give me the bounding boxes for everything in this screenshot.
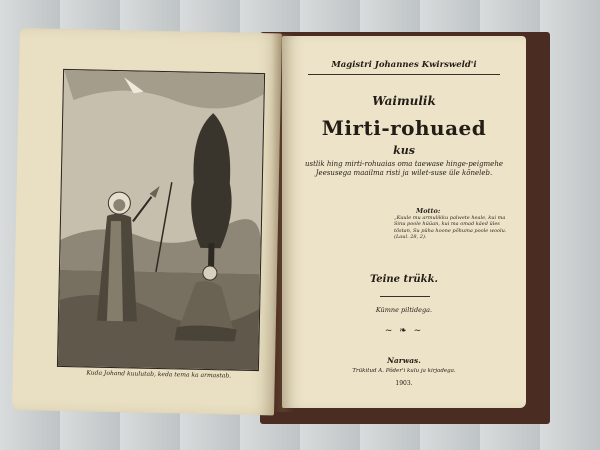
author-header: Magistri Johannes Kwirsweld'i: [331, 60, 477, 70]
illustration-caption: Kuda Johand kuulutab, keda tema ka armastab.: [86, 369, 232, 380]
publication-year: 1903.: [395, 380, 413, 387]
motto-block: [394, 208, 512, 241]
open-book: [20, 28, 528, 420]
title-line-3: kus: [393, 144, 415, 157]
ornament: ~ ❧ ~: [384, 326, 424, 336]
title-line-1: Waimulik: [372, 94, 436, 108]
plates-note: Kümne piltidega.: [375, 306, 433, 314]
motto-label: Motto:: [416, 207, 441, 215]
subtitle: ustlik hing mirti-rohuaias oma taewase hinge-peigmehe Jeesusega maailma risti ja wilet-suse üle kõneleb.: [305, 160, 503, 177]
title-line-2: Mirti-rohuaed: [321, 116, 487, 140]
edition-rule: [380, 296, 430, 297]
left-page: [12, 28, 282, 415]
printer-line: Trükitud A. Põder'i kulu ja kirjadega.: [352, 368, 456, 374]
engraving-illustration: [57, 69, 265, 371]
header-rule: [308, 74, 500, 75]
title-page: [282, 36, 526, 408]
motto-text: „Kuule mu armulikku palwete heale, kui ma Sinu poole hüüan, kui ma omad käed üles tõstan, Su püha hoone põhuma poole woolu. (Laul. 28, 2).: [394, 214, 507, 240]
edition: Teine trükk.: [369, 274, 439, 285]
publication-place: Narwas.: [387, 356, 421, 365]
